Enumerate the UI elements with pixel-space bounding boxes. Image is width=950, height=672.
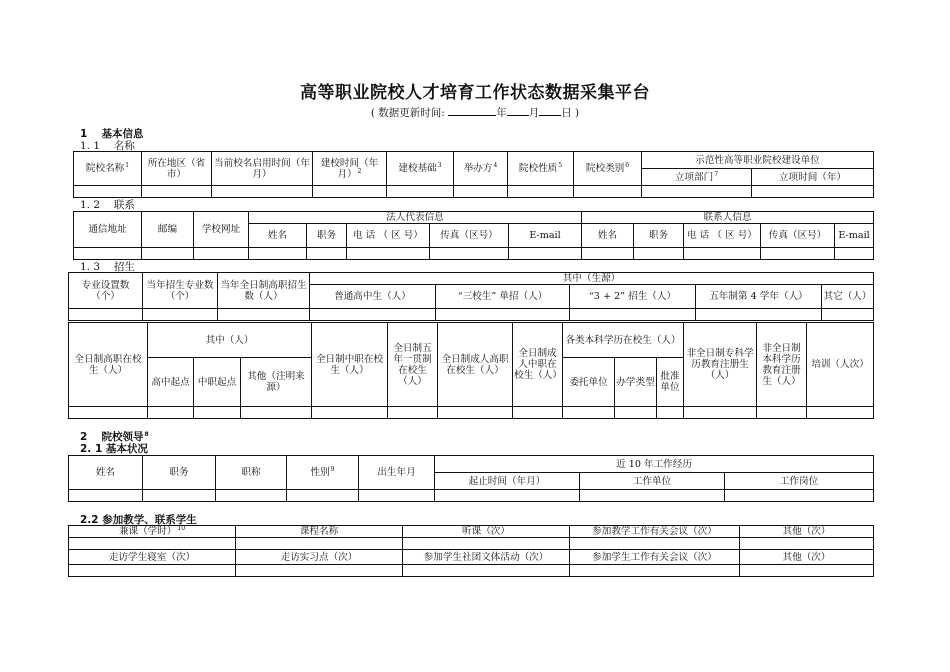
header-from-vocational: 中职起点: [194, 358, 241, 407]
input-cell[interactable]: [725, 490, 874, 502]
leaders-table: [68, 455, 874, 502]
header-other-teaching: 其他（次）: [740, 526, 874, 538]
header-class-observation: 听课（次）: [403, 526, 570, 538]
header-leader-position: 职务: [143, 456, 216, 490]
input-cell[interactable]: [570, 538, 740, 550]
input-cell[interactable]: [835, 248, 874, 260]
input-cell[interactable]: [359, 490, 435, 502]
header-founding-basis: 建校基础$^3$: [387, 152, 454, 186]
input-cell[interactable]: [142, 248, 194, 260]
header-training: 培训（人次）: [807, 323, 874, 407]
header-club-activities: 参加学生社团文体活动（次）: [403, 550, 570, 565]
name-table: [73, 151, 874, 198]
input-cell[interactable]: [313, 186, 387, 198]
header-majors-count: 专业设置数（个）: [69, 273, 143, 309]
header-website: 学校网址: [194, 212, 249, 248]
input-cell[interactable]: [241, 407, 312, 419]
input-cell[interactable]: [822, 309, 874, 321]
input-cell[interactable]: [752, 186, 874, 198]
header-adult-higher: 全日制成人高职在校生（人）: [438, 323, 513, 407]
enrollment-table: [68, 272, 874, 321]
header-five-year-4th: 五年制第 4 学年（人）: [696, 285, 822, 309]
input-cell[interactable]: [69, 565, 236, 577]
header-three-school: “三校生” 单招（人）: [436, 285, 570, 309]
input-cell[interactable]: [212, 186, 313, 198]
header-legal-name: 姓名: [249, 224, 307, 248]
input-cell[interactable]: [454, 186, 508, 198]
header-parttime-bachelor: 非全日制本科学历教育注册生（人）: [757, 323, 807, 407]
input-cell[interactable]: [634, 248, 684, 260]
section-basic-status-heading: 2. 1 基本状况: [80, 443, 148, 455]
header-majors-enrolling: 当年招生专业数（个）: [143, 273, 218, 309]
header-fulltime-higher: 全日制高职在校生（人）: [69, 323, 148, 407]
input-cell[interactable]: [143, 309, 218, 321]
input-cell[interactable]: [508, 186, 574, 198]
header-parttime-college: 非全日制专科学历教育注册生（人）: [684, 323, 757, 407]
input-cell[interactable]: [236, 538, 403, 550]
input-cell[interactable]: [307, 248, 347, 260]
input-cell[interactable]: [403, 565, 570, 577]
header-contact-name: 姓名: [582, 224, 634, 248]
header-leader-rank: 职称: [216, 456, 287, 490]
section-name-heading: 1. 1 名称: [80, 140, 135, 152]
input-cell[interactable]: [684, 248, 761, 260]
header-work-post: 工作岗位: [725, 473, 874, 490]
input-cell[interactable]: [387, 186, 454, 198]
input-cell[interactable]: [740, 565, 874, 577]
header-school-name: 院校名称$^1$: [74, 152, 142, 186]
input-cell[interactable]: [684, 407, 757, 419]
day-blank[interactable]: [539, 104, 561, 116]
header-school-category: 院校类别$^6$: [574, 152, 642, 186]
input-cell[interactable]: [757, 407, 807, 419]
header-leader-gender: 性别$^9$: [287, 456, 359, 490]
header-other-source: 其它（人）: [822, 285, 874, 309]
section-enrollment-heading: 1. 3 招生: [80, 261, 135, 273]
students-table: [68, 322, 874, 419]
header-contact-person: 联系人信息: [582, 212, 874, 224]
input-cell[interactable]: [236, 565, 403, 577]
input-cell[interactable]: [570, 309, 696, 321]
header-high-school: 普通高中生（人）: [310, 285, 436, 309]
header-fulltime-secondary: 全日制中职在校生（人）: [312, 323, 388, 407]
header-work-period: 起止时间（年月）: [435, 473, 580, 490]
input-cell[interactable]: [69, 490, 143, 502]
header-five-year-program: 全日制五年一贯制在校生（人）: [388, 323, 438, 407]
update-time-line: [0, 104, 950, 120]
header-sponsor: 举办方$^4$: [454, 152, 508, 186]
header-school-nature: 院校性质$^5$: [508, 152, 574, 186]
header-entrusting-unit: 委托单位: [563, 358, 615, 407]
input-cell[interactable]: [194, 407, 241, 419]
header-work-history: 近 10 年工作经历: [435, 456, 874, 473]
input-cell[interactable]: [509, 248, 582, 260]
header-work-employer: 工作单位: [580, 473, 725, 490]
input-cell[interactable]: [312, 407, 388, 419]
input-cell[interactable]: [574, 186, 642, 198]
header-undergrad-group: 各类本科学历在校生（人）: [563, 323, 684, 358]
input-cell[interactable]: [642, 186, 752, 198]
input-cell[interactable]: [218, 309, 310, 321]
header-region: 所在地区（省市）: [142, 152, 212, 186]
header-contact-title: 职务: [634, 224, 684, 248]
input-cell[interactable]: [249, 248, 307, 260]
input-cell[interactable]: [69, 407, 148, 419]
header-contact-phone: 电 话 （ 区 号）: [684, 224, 761, 248]
header-postcode: 邮编: [142, 212, 194, 248]
input-cell[interactable]: [74, 186, 142, 198]
input-cell[interactable]: [310, 309, 436, 321]
input-cell[interactable]: [740, 538, 874, 550]
header-founded: 建校时间（年月）$^2$: [313, 152, 387, 186]
input-cell[interactable]: [580, 490, 725, 502]
input-cell[interactable]: [696, 309, 822, 321]
input-cell[interactable]: [807, 407, 874, 419]
header-legal-rep: 法人代表信息: [249, 212, 582, 224]
header-student-meetings: 参加学生工作有关会议（次）: [570, 550, 740, 565]
input-cell[interactable]: [582, 248, 634, 260]
input-cell[interactable]: [69, 538, 236, 550]
header-source-group: 其中（生源）: [310, 273, 874, 285]
year-label: 年: [496, 107, 507, 119]
header-legal-phone: 电 话 （ 区 号）: [347, 224, 430, 248]
input-cell[interactable]: [143, 490, 216, 502]
input-cell[interactable]: [403, 538, 570, 550]
header-leader-name: 姓名: [69, 456, 143, 490]
header-from-high-school: 高中起点: [148, 358, 194, 407]
header-other-origin: 其他（注明来源）: [241, 358, 312, 407]
input-cell[interactable]: [513, 407, 563, 419]
section-basic-info-heading: 1 基本信息: [80, 128, 144, 140]
header-adult-secondary: 全日制成人中职在校生（人）: [513, 323, 563, 407]
input-cell[interactable]: [435, 490, 580, 502]
month-blank[interactable]: [507, 104, 529, 116]
input-cell[interactable]: [657, 407, 684, 419]
page-title: 高等职业院校人才培育工作状态数据采集平台: [300, 83, 650, 103]
header-legal-email: E-mail: [509, 224, 582, 248]
contact-table: [73, 211, 874, 260]
input-cell[interactable]: [430, 248, 509, 260]
header-address: 通信地址: [74, 212, 142, 248]
header-approval-dept: 立项部门$^7$: [642, 169, 752, 186]
month-label: 月: [528, 107, 540, 119]
header-legal-fax: 传真（区号）: [430, 224, 509, 248]
input-cell[interactable]: [347, 248, 430, 260]
header-leader-birth: 出生年月: [359, 456, 435, 490]
header-fulltime-intake: 当年全日制高职招生数（人）: [218, 273, 310, 309]
input-cell[interactable]: [216, 490, 287, 502]
input-cell[interactable]: [69, 309, 143, 321]
section-teaching-heading: 2.2 参加教学、联系学生: [80, 514, 197, 526]
input-cell[interactable]: [287, 490, 359, 502]
section-contact-heading: 1. 2 联系: [80, 199, 135, 211]
update-time-prefix: ( 数据更新时间:: [370, 107, 445, 119]
input-cell[interactable]: [570, 565, 740, 577]
header-other-student: 其他（次）: [740, 550, 874, 565]
input-cell[interactable]: [615, 407, 657, 419]
header-demo-unit: 示范性高等职业院校建设单位: [642, 152, 874, 169]
header-dorm-visits: 走访学生寝室（次）: [69, 550, 236, 565]
header-course-name: 课程名称: [236, 526, 403, 538]
header-of-which: 其中（人）: [148, 323, 312, 358]
header-legal-title: 职务: [307, 224, 347, 248]
section-leadership-heading: 2 院校领导$^8$: [80, 431, 149, 443]
input-cell[interactable]: [388, 407, 438, 419]
header-internship-visits: 走访实习点（次）: [236, 550, 403, 565]
header-teaching-hours: 兼课（学时）$^{10}$: [69, 526, 236, 538]
header-program-type: 办学类型: [615, 358, 657, 407]
input-cell[interactable]: [438, 407, 513, 419]
input-cell[interactable]: [148, 407, 194, 419]
header-contact-fax: 传真（区号）: [761, 224, 835, 248]
input-cell[interactable]: [194, 248, 249, 260]
input-cell[interactable]: [74, 248, 142, 260]
header-three-plus-two: “3 + 2” 招生（人）: [570, 285, 696, 309]
header-current-name-since: 当前校名启用时间（年月）: [212, 152, 313, 186]
input-cell[interactable]: [563, 407, 615, 419]
teaching-table: [68, 525, 874, 577]
input-cell[interactable]: [142, 186, 212, 198]
input-cell[interactable]: [436, 309, 570, 321]
year-blank[interactable]: [448, 104, 496, 116]
header-approving-unit: 批准单位: [657, 358, 684, 407]
input-cell[interactable]: [761, 248, 835, 260]
header-teaching-meetings: 参加教学工作有关会议（次）: [570, 526, 740, 538]
header-approval-year: 立项时间（年）: [752, 169, 874, 186]
day-label: 日 ): [561, 107, 580, 119]
header-contact-email: E-mail: [835, 224, 874, 248]
